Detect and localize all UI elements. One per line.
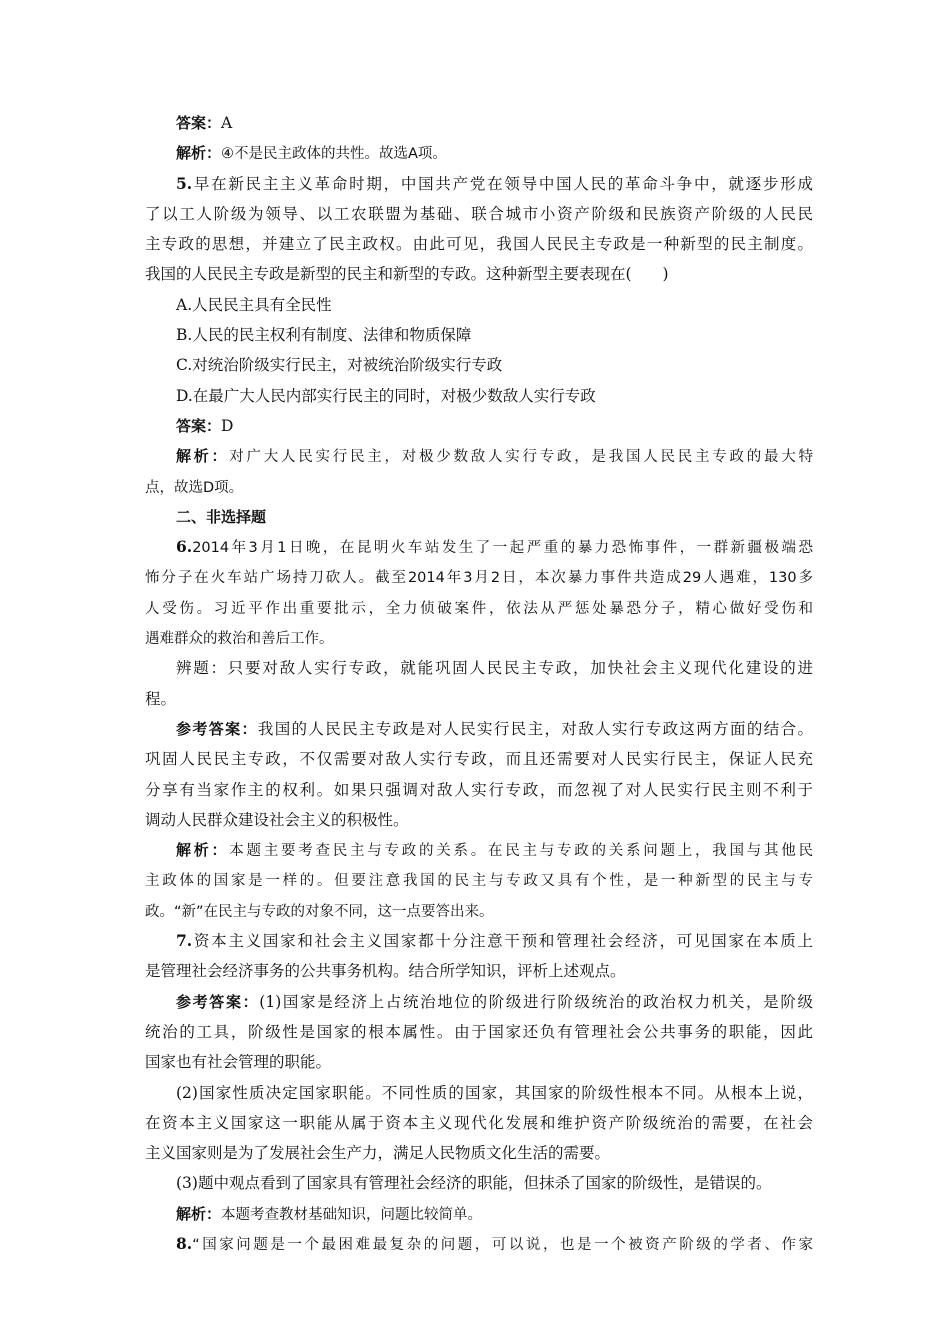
question-line — [145, 593, 813, 623]
analysis-text: 本题主要考查民主与专政的关系。在民主与专政的关系问题上，我国与其他民 — [229, 843, 813, 860]
reference-answer-text: 分享有当家作主的权利。如果只强调对敌人实行专政，而忽视了对人民实行民主则不利于 — [145, 780, 813, 799]
analysis-text: 对广大人民实行民主，对极少数敌人实行专政，是我国人民民主专政的最大特 — [229, 449, 813, 466]
question-line — [145, 259, 813, 289]
analysis-line — [145, 1199, 813, 1229]
reference-answer-line — [145, 775, 813, 805]
reference-answer-line — [145, 1168, 813, 1198]
reference-answer-line — [145, 714, 813, 744]
question-number: 6. — [176, 537, 193, 557]
question-line — [145, 532, 813, 562]
reference-answer-line — [145, 744, 813, 774]
question-text: 怖分子在火车站广场持刀砍人。截至2014年3月2日，本次暴力事件共造成29人遇难，130多 — [145, 570, 813, 587]
question-text: 遇难群众的救治和善后工作。 — [145, 631, 334, 648]
analysis-text: 政。“新”在民主与专政的对象不同，这一点要答出来。 — [145, 903, 494, 920]
option-text: D.在最广大人民内部实行民主的同时，对极少数敌人实行专政 — [176, 386, 596, 405]
document-page — [145, 108, 813, 1259]
analysis-line — [145, 835, 813, 865]
analysis-line — [145, 138, 813, 168]
question-number: 5. — [176, 173, 193, 193]
question-text: “国家问题是一个最困难最复杂的问题，可以说，也是一个被资产阶级的学者、作家 — [192, 1236, 813, 1253]
reference-answer-line — [145, 1017, 813, 1047]
answer-text: A — [221, 114, 233, 132]
analysis-label: 解析： — [176, 841, 230, 860]
answer-line — [145, 108, 813, 138]
analysis-label: 解析： — [176, 144, 222, 163]
analysis-line — [145, 865, 813, 895]
reference-answer-label: 参考答案： — [176, 719, 258, 738]
reference-answer-text: (2)国家性质决定国家职能。不同性质的国家，其国家的阶级性根本不同。从根本上说， — [176, 1083, 813, 1102]
prompt-text: 辨题：只要对敌人实行专政，就能巩固人民民主专政，加快社会主义现代化建设的进 — [176, 659, 813, 678]
option-b — [145, 320, 813, 350]
question-text: 资本主义国家和社会主义国家都十分注意干预和管理社会经济，可见国家在本质上 — [192, 932, 813, 951]
question-line — [145, 623, 813, 653]
question-line — [145, 229, 813, 259]
answer-line — [145, 411, 813, 441]
reference-answer-text: (3)题中观点看到了国家具有管理社会经济的职能，但抹杀了国家的阶级性，是错误的。 — [176, 1174, 772, 1193]
reference-answer-label: 参考答案： — [176, 992, 260, 1011]
analysis-text: 本题考查教材基础知识，问题比较简单。 — [221, 1206, 483, 1223]
reference-answer-text: 巩固人民民主专政，不仅需要对敌人实行专政，而且还需要对人民实行民主，保证人民充 — [145, 750, 813, 769]
analysis-line — [145, 896, 813, 926]
analysis-text: ④不是民主政体的共性。故选A项。 — [221, 146, 447, 163]
question-text: 我国的人民民主专政是新型的民主和新型的专政。这种新型主要表现在( ) — [145, 265, 669, 284]
reference-answer-line — [145, 1047, 813, 1077]
reference-answer-line — [145, 1138, 813, 1168]
analysis-label: 解析： — [176, 1204, 222, 1223]
analysis-text: 主政体的国家是一样的。但要注意我国的民主与专政又具有个性，是一种新型的民主与专 — [145, 873, 813, 890]
prompt-text: 程。 — [145, 689, 177, 708]
prompt-line — [145, 684, 813, 714]
option-text: C.对统治阶级实行民主，对被统治阶级实行专政 — [176, 356, 503, 375]
prompt-line — [145, 653, 813, 683]
question-line — [145, 199, 813, 229]
analysis-text: 点，故选D项。 — [145, 479, 244, 496]
answer-label: 答案： — [176, 114, 222, 132]
question-text: 2014年3月1日晚，在昆明火车站发生了一起严重的暴力恐怖事件，一群新疆极端恐 — [192, 540, 813, 557]
reference-answer-text: (1)国家是经济上占统治地位的阶级进行阶级统治的政治权力机关，是阶级 — [259, 992, 813, 1011]
reference-answer-text: 我国的人民民主专政是对人民实行民主，对敌人实行专政这两方面的结合。 — [257, 719, 813, 738]
reference-answer-line — [145, 1108, 813, 1138]
answer-label: 答案： — [176, 416, 222, 435]
question-text: 是管理社会经济事务的公共事务机构。结合所学知识，评析上述观点。 — [145, 962, 626, 981]
option-text: B.人民的民主权利有制度、法律和物质保障 — [176, 326, 472, 345]
question-line — [145, 926, 813, 956]
option-d — [145, 381, 813, 411]
question-text: 主专政的思想，并建立了民主政权。由此可见，我国人民民主专政是一种新型的民主制度。 — [145, 235, 813, 254]
analysis-label: 解析： — [176, 447, 230, 466]
question-number: 7. — [176, 931, 193, 951]
question-text: 了以工人阶级为领导、以工农联盟为基础、联合城市小资产阶级和民族资产阶级的人民民 — [145, 204, 813, 223]
question-line — [145, 562, 813, 592]
reference-answer-line — [145, 1078, 813, 1108]
analysis-line — [145, 441, 813, 471]
analysis-line — [145, 472, 813, 502]
question-text: 早在新民主主义革命时期，中国共产党在领导中国人民的革命斗争中，就逐步形成 — [192, 174, 813, 193]
section-heading-text: 二、非选择题 — [176, 507, 267, 526]
option-c — [145, 350, 813, 380]
option-a — [145, 290, 813, 320]
question-line — [145, 956, 813, 986]
question-number: 8. — [176, 1233, 193, 1253]
reference-answer-line — [145, 987, 813, 1017]
question-line — [145, 169, 813, 199]
answer-text: D — [221, 416, 234, 435]
question-text: 人受伤。习近平作出重要批示，全力侦破案件，依法从严惩处暴恐分子，精心做好受伤和 — [145, 600, 813, 617]
reference-answer-text: 统治的工具，阶级性是国家的根本属性。由于国家还负有管理社会公共事务的职能，因此 — [145, 1022, 813, 1041]
reference-answer-text: 在资本主义国家这一职能从属于资本主义现代化发展和维护资产阶级统治的需要，在社会 — [145, 1113, 813, 1132]
reference-answer-text: 国家也有社会管理的职能。 — [145, 1053, 332, 1072]
reference-answer-text: 调动人民群众建设社会主义的积极性。 — [145, 810, 409, 829]
reference-answer-line — [145, 805, 813, 835]
option-text: A.人民民主具有全民性 — [176, 295, 332, 314]
reference-answer-text: 主义国家则是为了发展社会生产力，满足人民物质文化生活的需要。 — [145, 1144, 611, 1163]
section-heading — [145, 502, 813, 532]
question-line — [145, 1229, 813, 1259]
